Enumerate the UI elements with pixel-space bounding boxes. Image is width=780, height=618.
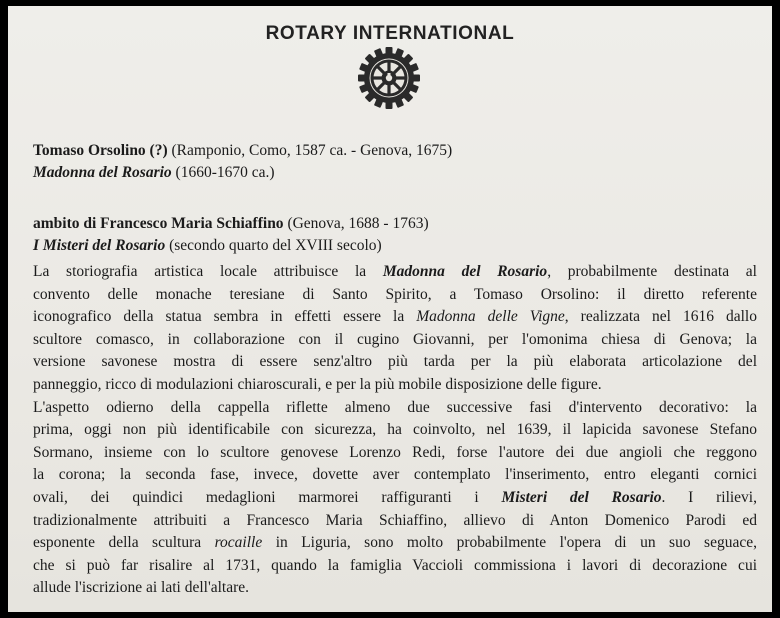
attribution-schiaffino [33, 213, 753, 257]
work-date: (secondo quarto del XVIII secolo) [169, 237, 382, 254]
emphasis-title: Misteri del Rosario [501, 488, 662, 506]
emphasis-title: Madonna del Rosario [382, 263, 548, 280]
text-line: L'aspetto odierno della cappella riflette almeno due successive fasi d'intervento decorativo: la [33, 398, 757, 416]
text-line: scultore comasco, in collaborazione con il cugino Giovanni, per l'omonima chiesa di Genova; la [33, 330, 757, 348]
work-title: Madonna del Rosario [33, 164, 172, 181]
description-text [33, 261, 757, 600]
organization-title: ROTARY INTERNATIONAL [265, 23, 515, 44]
text-line: Sormano, insieme con lo scultore genovese Lorenzo Redi, forse l'autore dei due angioli che reggono [33, 443, 757, 461]
text-line: iconografico della statua sembra in effetti essere la Madonna delle Vigne, realizzata nel 1616 dallo [33, 308, 757, 326]
artist-name: Tomaso Orsolino (?) [33, 142, 168, 159]
text-line: ovali, dei quindici medaglioni marmorei raffiguranti i Misteri del Rosario. I rilievi, [33, 488, 757, 506]
text-line: tradizionalmente attribuiti a Francesco Maria Schiaffino, allievo di Anton Domenico Parodi ed [33, 511, 757, 529]
artist-details: (Ramponio, Como, 1587 ca. - Genova, 1675) [171, 142, 453, 159]
emphasis-title: Madonna delle Vigne [416, 308, 565, 326]
artist-name: ambito di Francesco Maria Schiaffino [33, 215, 284, 232]
emphasis-term: rocaille [214, 534, 263, 552]
text-line: la corona; la seconda fase, invece, dovette aver contemplato l'inserimento, entro eleganti cornici [33, 466, 757, 484]
text-line: allude l'iscrizione ai lati dell'altare. [33, 579, 250, 597]
rotary-wheel-icon [357, 46, 421, 110]
text-line: esponente della scultura rocaille in Liguria, sono molto probabilmente l'opera di un suo seguace, [33, 534, 757, 552]
text-line: prima, oggi non più identificabile con sicurezza, ha coinvolto, nel 1639, il lapicida savonese Stefano [33, 421, 757, 439]
artist-details: (Genova, 1688 - 1763) [287, 215, 429, 232]
attribution-orsolino [33, 140, 753, 184]
text-line: versione savonese mostra di essere senz'altro più tarda per la più elaborata articolazione del [33, 353, 757, 371]
text-line: panneggio, ricco di modulazioni chiaroscurali, e per la più mobile disposizione delle figure. [33, 375, 602, 393]
work-title: I Misteri del Rosario [33, 237, 166, 254]
text-line: che si può far risalire al 1731, quando la famiglia Vaccioli commissiona i lavori di decorazione cui [33, 556, 757, 574]
text-line: convento delle monache teresiane di Santo Spirito, a Tomaso Orsolino: il diretto referente [33, 285, 757, 303]
text-line: La storiografia artistica locale attribuisce la Madonna del Rosario, probabilmente destinata al [33, 263, 757, 280]
information-panel [8, 6, 772, 612]
work-date: (1660-1670 ca.) [175, 164, 275, 181]
